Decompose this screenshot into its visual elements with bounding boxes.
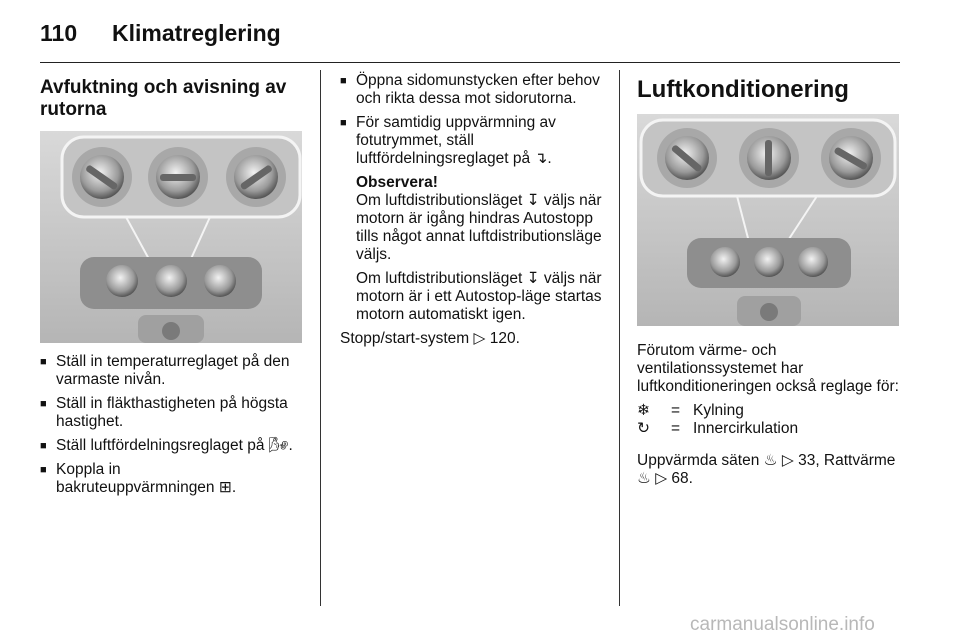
note-paragraph: Om luftdistributionsläget ↧ väljs när motorn är igång hindras Autostopp tills något annat luftdistributionsläge väljs. — [356, 192, 602, 263]
cross-reference: Stopp/start-system ▷ 120. — [340, 330, 520, 347]
column-divider — [320, 70, 321, 606]
defrost-steps-continued — [340, 72, 606, 168]
recirculation-icon: ↻ — [637, 420, 650, 437]
page-number: 110 — [40, 20, 78, 46]
page-title: Klimatreglering — [112, 20, 281, 46]
ac-intro: Förutom värme- och ventilationssystemet har luftkonditioneringen också reglage för: — [637, 342, 899, 395]
heated-features-reference: Uppvärmda säten ♨ ▷ 33, Rattvärme ♨ ▷ 68. — [637, 452, 896, 487]
note-paragraph: Om luftdistributionsläget ↧ väljs när motorn är i ett Autostop-läge startas motorn automatiskt igen. — [356, 270, 602, 323]
list-item: ■ Ställ luftfördelningsreglaget på 🌬. — [40, 437, 306, 455]
climate-controls-illustration — [40, 131, 302, 343]
snowflake-icon: ❄ — [637, 402, 650, 419]
header-rule — [40, 62, 900, 63]
page-header — [40, 18, 920, 58]
list-item: ■ Öppna sidomunstycken efter behov och rikta dessa mot sidorutorna. — [340, 72, 606, 108]
right-column — [637, 72, 905, 494]
list-item: ■ Ställ in fläkthastigheten på högsta hastighet. — [40, 395, 306, 431]
list-item — [40, 461, 306, 497]
ac-controls-photo — [637, 114, 899, 326]
list-item: ■ För samtidig uppvärmning av fotutrymmet, ställ luftfördelningsreglaget på ↴. — [340, 114, 606, 168]
list-item: ■ Ställ in temperaturreglaget på den varmaste nivån. — [40, 353, 306, 389]
section-heading-defrost: Avfuktning och avisning av rutorna — [40, 77, 287, 120]
list-item-line: bakruteuppvärmningen ⊞. — [56, 479, 237, 496]
note-title: Observera! — [356, 174, 438, 191]
equals-sign: = — [671, 420, 681, 437]
symbol-label: Innercirkulation — [693, 420, 799, 437]
list-item-line: Koppla in — [56, 461, 121, 478]
climate-controls-photo — [40, 131, 302, 343]
middle-column — [340, 72, 606, 348]
equals-sign: = — [671, 402, 681, 419]
watermark: carmanualsonline.info — [690, 614, 875, 635]
symbol-row — [637, 402, 905, 420]
ac-controls-illustration — [637, 114, 899, 326]
symbol-row — [637, 420, 905, 438]
symbol-label: Kylning — [693, 402, 744, 419]
section-heading-ac: Luftkonditionering — [637, 76, 849, 103]
left-column — [40, 72, 306, 503]
column-divider — [619, 70, 620, 606]
symbol-table — [637, 402, 905, 438]
defrost-steps — [40, 353, 306, 497]
